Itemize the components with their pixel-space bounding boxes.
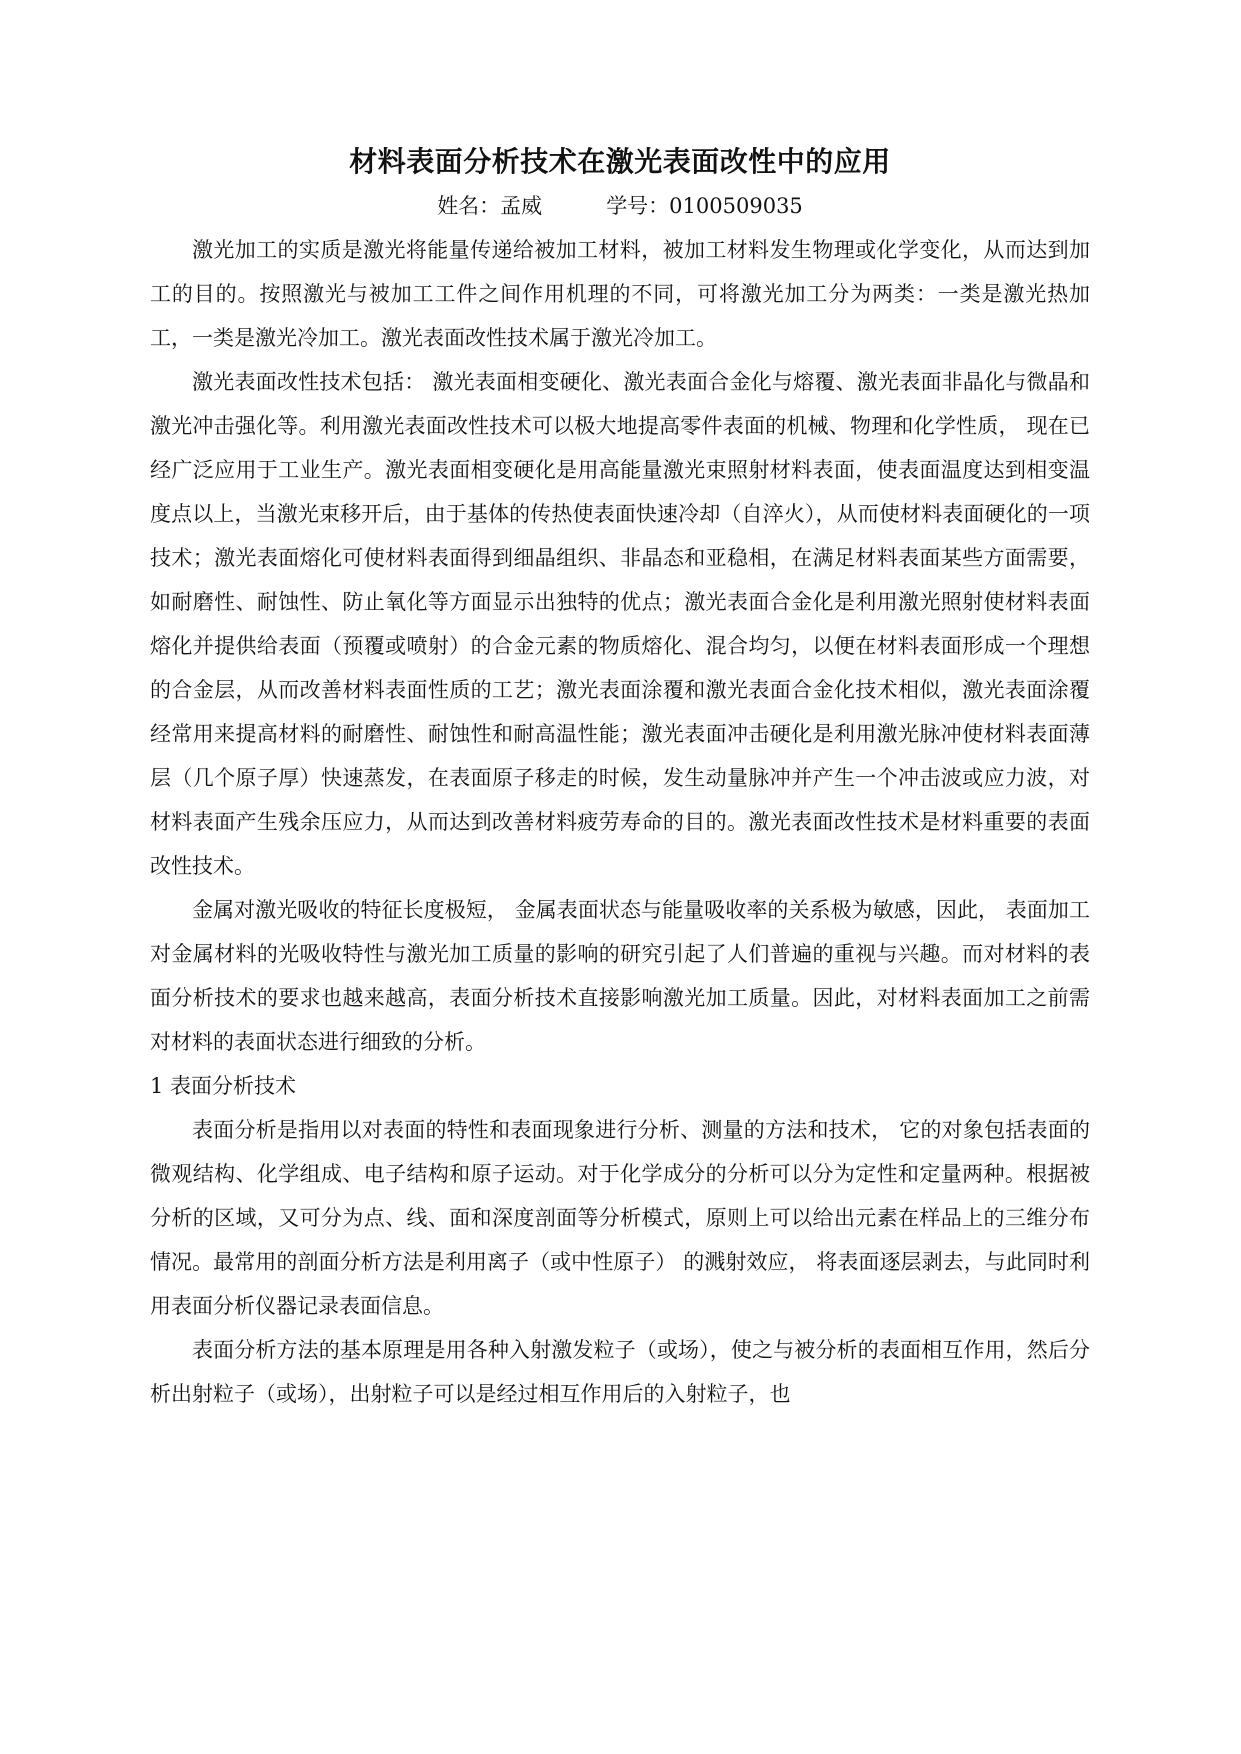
document-page [150, 138, 1090, 1416]
student-id: 学号：0100509035 [606, 194, 803, 218]
section-heading-1: 1 表面分析技术 [150, 1074, 297, 1098]
intro-paragraph-2: 激光表面改性技术包括： 激光表面相变硬化、激光表面合金化与熔覆、激光表面非晶化与微晶和激光冲击强化等。利用激光表面改性技术可以极大地提高零件表面的机械、物理和化学性质， 现在已经广泛应用于工业生产。激光表面相变硬化是用高能量激光束照射材料表面，使表面温度达到相变温度点以上，当激光束移开后，由于基体的传热使表面快速冷却（自淬火），从而使材料表面硬化的一项技术；激光表面熔化可使材料表面得到细晶组织、非晶态和亚稳相，在满足材料表面某些方面需要，如耐磨性、耐蚀性、防止氧化等方面显示出独特的优点；激光表面合金化是利用激光照射使材料表面熔化并提供给表面（预覆或喷射）的合金元素的物质熔化、混合均匀，以便在材料表面形成一个理想的合金层，从而改善材料表面性质的工艺；激光表面涂覆和激光表面合金化技术相似，激光表面涂覆经常用来提高材料的耐磨性、耐蚀性和耐高温性能；激光表面冲击硬化是利用激光脉冲使材料表面薄层（几个原子厚）快速蒸发，在表面原子移走的时候，发生动量脉冲并产生一个冲击波或应力波，对材料表面产生残余压应力，从而达到改善材料疲劳寿命的目的。激光表面改性技术是材料重要的表面改性技术。 [150, 370, 1090, 878]
author-info [150, 186, 1090, 226]
intro-paragraph-3: 金属对激光吸收的特征长度极短， 金属表面状态与能量吸收率的关系极为敏感，因此， 表面加工对金属材料的光吸收特性与激光加工质量的影响的研究引起了人们普遍的重视与兴趣。而对材料的表面分析技术的要求也越来越高，表面分析技术直接影响激光加工质量。因此，对材料表面加工之前需对材料的表面状态进行细致的分析。 [150, 898, 1090, 1054]
section1-paragraph-1: 表面分析是指用以对表面的特性和表面现象进行分析、测量的方法和技术， 它的对象包括表面的微观结构、化学组成、电子结构和原子运动。对于化学成分的分析可以分为定性和定量两种。根据被分析的区域，又可分为点、线、面和深度剖面等分析模式，原则上可以给出元素在样品上的三维分布情况。最常用的剖面分析方法是利用离子（或中性原子） 的溅射效应， 将表面逐层剥去，与此同时利用表面分析仪器记录表面信息。 [150, 1118, 1090, 1318]
document-title: 材料表面分析技术在激光表面改性中的应用 [349, 145, 891, 178]
section1-paragraph-2: 表面分析方法的基本原理是用各种入射激发粒子（或场），使之与被分析的表面相互作用，然后分析出射粒子（或场），出射粒子可以是经过相互作用后的入射粒子，也 [150, 1338, 1090, 1406]
author-name: 姓名：孟威 [437, 194, 543, 218]
intro-paragraph-1: 激光加工的实质是激光将能量传递给被加工材料，被加工材料发生物理或化学变化，从而达到加工的目的。按照激光与被加工工件之间作用机理的不同，可将激光加工分为两类：一类是激光热加工，一类是激光冷加工。激光表面改性技术属于激光冷加工。 [150, 238, 1090, 350]
